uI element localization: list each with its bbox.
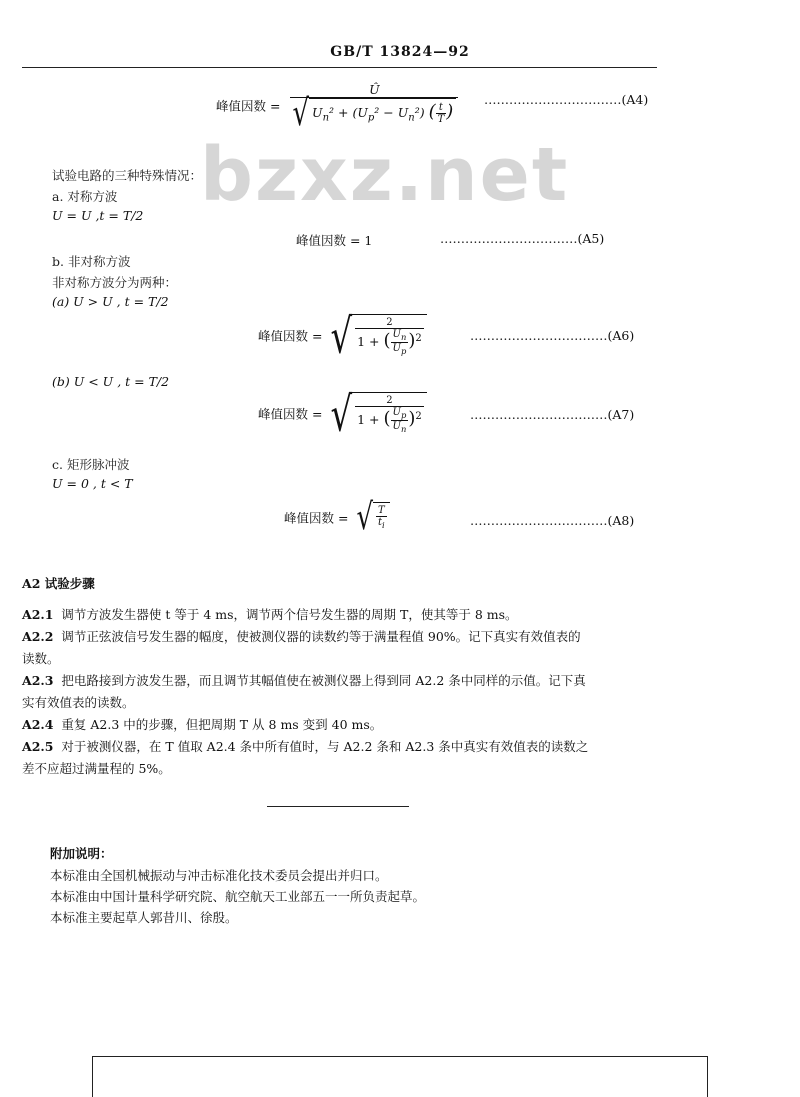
formula-a6: 峰值因数 = √ 2 1 + ( $\frac{U_n}{U_p}$ )$^2$ bbox=[258, 314, 427, 357]
notes-line-2: 本标准由中国计量科学研究院、航空航天工业部五一一所负责起草。 bbox=[50, 889, 426, 904]
formula-a4: 峰值因数 = Û √ $U_n^2 + (U_p^2 - U_n^2)$ ( $\frac{t}{T}$ ) bbox=[216, 82, 458, 129]
a7-frac-den: $U_n$ bbox=[392, 421, 407, 434]
a8-frac-den: t bbox=[378, 517, 383, 528]
a4-denom-end: ²) bbox=[414, 105, 425, 120]
a6-one-plus: 1 + bbox=[357, 334, 380, 349]
formula-a8: 峰值因数 = √ $\frac{T}{t_i}$ bbox=[284, 502, 390, 533]
section-title: A2 试验步骤 bbox=[22, 576, 95, 591]
case-c-title: c. 矩形脉冲波 bbox=[52, 457, 130, 472]
notes-line-1: 本标准由全国机械振动与冲击标准化技术委员会提出并归口。 bbox=[50, 868, 388, 883]
case-c-condition: U = 0 , t < T bbox=[52, 476, 133, 491]
case-a-condition: U = U ,t = T/2 bbox=[52, 208, 144, 223]
case-b-title: b. 非对称方波 bbox=[52, 254, 131, 269]
peak-label-a7: 峰值因数 = bbox=[258, 406, 323, 422]
step-a2-5-cont: 差不应超过满量程的 5%。 bbox=[22, 761, 171, 776]
a6-numerator: 2 bbox=[355, 317, 424, 329]
a8-number: ……………………………(A8) bbox=[470, 513, 635, 528]
a4-number: ……………………………(A4) bbox=[484, 92, 649, 107]
notes-line-3: 本标准主要起草人郭昔川、徐殷。 bbox=[50, 910, 238, 925]
a6-frac-den: $U_p$ bbox=[392, 343, 407, 356]
a7-one-plus: 1 + bbox=[357, 412, 380, 427]
formula-a7: 峰值因数 = √ 2 1 + ( $\frac{U_p}{U_n}$ )$^2$ bbox=[258, 392, 427, 435]
case-b1-condition: (a) U > U , t = T/2 bbox=[52, 294, 169, 309]
a4-frac-den: T bbox=[437, 114, 445, 125]
step-a2-5: A2.5 对于被测仪器，在 T 值取 A2.4 条中所有值时，与 A2.2 条和 A2.3 条中真实有效值表的读数之 bbox=[22, 739, 589, 754]
formula-a5: 峰值因数 = 1 bbox=[296, 233, 373, 248]
cases-intro: 试验电路的三种特殊情况： bbox=[52, 168, 203, 183]
a7-number: ……………………………(A7) bbox=[470, 407, 635, 422]
case-b2-condition: (b) U < U , t = T/2 bbox=[52, 374, 170, 389]
peak-label-a4: 峰值因数 = bbox=[216, 98, 281, 114]
section-divider bbox=[267, 806, 409, 807]
step-a2-1: A2.1 调节方波发生器使 t 等于 4 ms，调节两个信号发生器的周期 T，使其等于 8 ms。 bbox=[22, 607, 518, 622]
a4-denom-mid2: ² − U bbox=[374, 105, 409, 120]
peak-label-a6: 峰值因数 = bbox=[258, 328, 323, 344]
step-a2-2: A2.2 调节正弦波信号发生器的幅度，使被测仪器的读数约等于满量程值 90%。记下真实有效值表的 bbox=[22, 629, 581, 644]
a4-denom-u: U bbox=[312, 105, 323, 120]
header-rule bbox=[22, 67, 657, 68]
step-a2-4: A2.4 重复 A2.3 中的步骤，但把周期 T 从 8 ms 变到 40 ms。 bbox=[22, 717, 383, 732]
case-a-title: a. 对称方波 bbox=[52, 189, 118, 204]
document-header: GB/T 13824—92 bbox=[330, 44, 470, 60]
a4-numerator: Û bbox=[290, 82, 458, 98]
a4-frac-num: t bbox=[436, 102, 447, 114]
a8-frac-num: T bbox=[376, 505, 387, 517]
notes-title: 附加说明： bbox=[50, 846, 113, 861]
a4-denom-mid: ² + (U bbox=[329, 105, 368, 120]
step-a2-3: A2.3 把电路接到方波发生器，而且调节其幅值使在被测仪器上得到同 A2.2 条中同样的示值。记下真 bbox=[22, 673, 586, 688]
step-a2-2-cont: 读数。 bbox=[22, 651, 60, 666]
watermark: bzxz.net bbox=[200, 132, 570, 218]
step-a2-3-cont: 实有效值表的读数。 bbox=[22, 695, 135, 710]
a7-frac-num: $U_p$ bbox=[391, 407, 409, 421]
a6-number: ……………………………(A6) bbox=[470, 328, 635, 343]
peak-label-a8: 峰值因数 = bbox=[284, 510, 349, 526]
a5-number: ……………………………(A5) bbox=[440, 231, 605, 246]
case-b-desc: 非对称方波分为两种： bbox=[52, 275, 178, 290]
a6-frac-num: $U_n$ bbox=[392, 329, 407, 342]
a7-numerator: 2 bbox=[355, 395, 424, 407]
